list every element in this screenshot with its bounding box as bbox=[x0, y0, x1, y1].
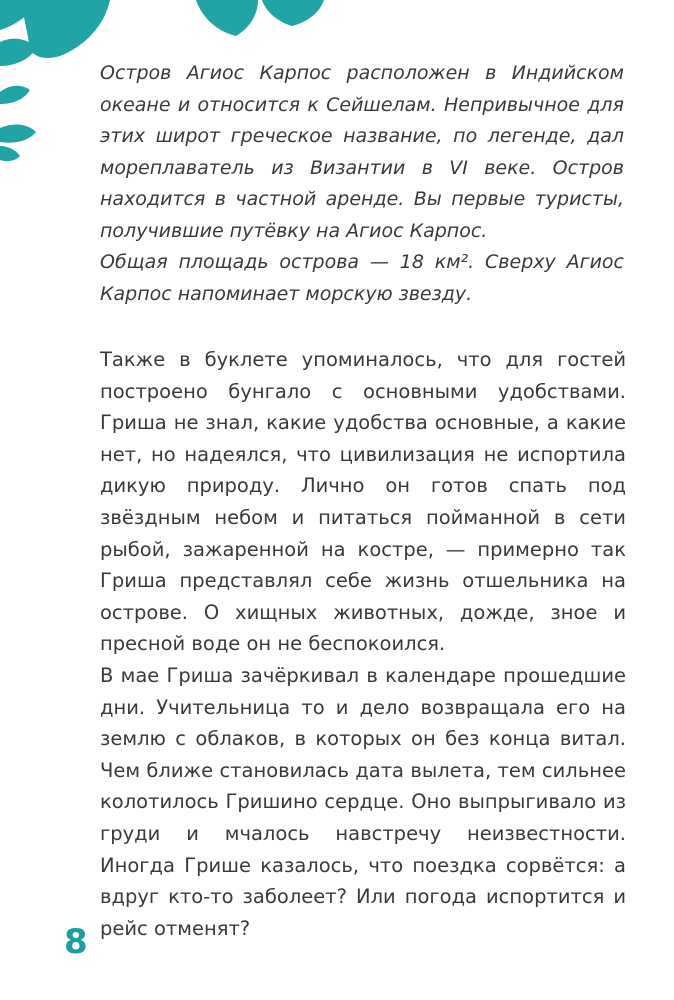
booklet-excerpt bbox=[100, 58, 624, 310]
story-text bbox=[100, 344, 626, 944]
booklet-paragraph-1: Остров Агиос Карпос расположен в Индийском океане и относится к Сейшелам. Непривычное для этих широт греческое название, по легенде, дал мореплаватель из Византии в VI веке. Остров находится в частной аренде. Вы первые туристы, получившие путёвку на Агиос Карпос. bbox=[100, 62, 624, 242]
booklet-paragraph-2: Общая площадь острова — 18 км². Сверху Агиос Карпос напоминает морскую звезду. bbox=[100, 251, 624, 305]
story-paragraph-2: В мае Гриша зачёркивал в календаре прошедшие дни. Учительница то и дело возвращала его на землю с облаков, в которых он без конца витал. Чем ближе становилась дата вылета, тем сильнее колотилось Гришино сердце. Оно выпрыгивало из груди и мчалось навстречу неизвестности. Иногда Грише казалось, что поездка сорвётся: а вдруг кто-то заболеет? Или погода испортится и рейс отменят? bbox=[100, 663, 626, 940]
story-paragraph-1: Также в буклете упоминалось, что для гостей построено бунгало с основными удобствами. Гриша не знал, какие удобства основные, а какие нет, но надеялся, что цивилизация не испортила дикую природу. Лично он готов спать под звёздным небом и питаться пойманной в сети рыбой, зажаренной на костре, — примерно так Гриша представлял себе жизнь отшельника на острове. О хищных животных, дожде, зное и пресной воде он не беспокоился. bbox=[100, 348, 626, 656]
page-number: 8 bbox=[64, 922, 88, 962]
